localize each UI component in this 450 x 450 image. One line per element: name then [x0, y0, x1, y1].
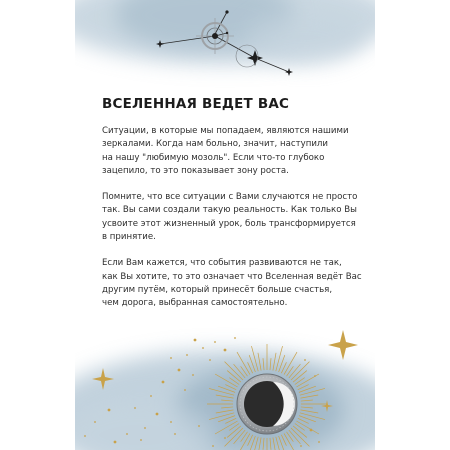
- sparkle-dot: [214, 341, 216, 343]
- sparkle-dot: [134, 407, 136, 409]
- sun-ray: [301, 407, 313, 408]
- sun-ray: [251, 346, 258, 371]
- sun-ray: [300, 410, 318, 413]
- sparkle-dot: [234, 337, 236, 339]
- sun-ray: [258, 437, 261, 450]
- sparkle-dot: [174, 433, 176, 435]
- sun-ray: [216, 395, 234, 398]
- sparkle-dot: [162, 381, 165, 384]
- sun-ray: [273, 437, 276, 450]
- sparkle-dot: [186, 354, 188, 356]
- sparkle-dot: [304, 359, 306, 361]
- paragraph-1: [102, 125, 362, 178]
- paragraph-3: [102, 257, 362, 310]
- paragraph-line: усвоите этот жизненный урок, боль трансформируется: [102, 218, 356, 229]
- sparkle-dot: [300, 445, 302, 447]
- paragraph-line: зеркалами. Когда нам больно, значит, наступили: [102, 139, 328, 150]
- sparkle-dot: [126, 433, 128, 435]
- gold-star-icon: [321, 400, 333, 412]
- moon-sun-icon: [75, 330, 375, 450]
- card-page: [75, 0, 375, 450]
- paragraph-line: Ситуации, в которые мы попадаем, являются нашими: [102, 126, 349, 136]
- sparkle-dot: [198, 425, 200, 427]
- sparkle-dot: [178, 369, 181, 372]
- paragraph-line: на нашу "любимую мозоль". Если что-то глубоко: [102, 152, 325, 163]
- sparkle-dot: [202, 347, 204, 349]
- sun-ray: [221, 407, 233, 408]
- sparkle-dot: [144, 427, 146, 429]
- sparkle-dot: [170, 421, 172, 423]
- sparkle-dot: [94, 421, 96, 423]
- sun-ray: [263, 438, 264, 450]
- sun-ray: [209, 413, 234, 420]
- sparkle-dot: [224, 349, 227, 352]
- gold-star-icon: [328, 330, 358, 360]
- sun-ray: [276, 346, 283, 371]
- paragraph-line: чем дорога, выбранная самостоятельно.: [102, 298, 288, 309]
- paragraph-line: Помните, что все ситуации с Вами случаются не просто: [102, 192, 358, 203]
- sun-ray: [270, 358, 271, 370]
- sun-ray: [279, 436, 285, 450]
- sun-ray: [258, 353, 261, 371]
- sparkle-dot: [184, 389, 186, 391]
- sparkle-dot: [192, 374, 194, 376]
- article-content: [102, 96, 362, 324]
- sun-ray: [300, 388, 325, 395]
- sparkle-dot: [150, 395, 152, 397]
- sparkle-dot: [108, 409, 111, 412]
- sparkle-dot: [209, 359, 211, 361]
- sun-ray: [284, 433, 297, 450]
- sun-ray: [209, 388, 234, 395]
- sparkle-dot: [212, 445, 214, 447]
- paragraph-line: как Вы хотите, то это означает что Вселенная ведёт Вас: [102, 271, 362, 282]
- sun-ray: [301, 400, 313, 401]
- sparkle-dot: [114, 441, 117, 444]
- paragraph-line: другим путём, который принесёт больше счастья,: [102, 284, 333, 295]
- sparkle-dot: [318, 441, 320, 443]
- sun-ray: [300, 413, 325, 420]
- gold-star-icon: [92, 368, 114, 390]
- sparkle-dot: [194, 339, 197, 342]
- paragraph-line: в принятие.: [102, 232, 156, 243]
- sparkle-dot: [84, 435, 86, 437]
- page-title: ВСЕЛЕННАЯ ВЕДЕТ ВАС: [102, 96, 290, 112]
- sparkle-dot: [314, 375, 316, 377]
- ringed-planet-icon: [196, 18, 234, 54]
- sun-ray: [221, 400, 233, 401]
- constellation-icon: [75, 0, 375, 85]
- sparkle-dot: [170, 357, 172, 359]
- paragraph-line: Если Вам кажется, что события развиваются не так,: [102, 258, 342, 269]
- sparkle-dot: [224, 437, 226, 439]
- sun-ray: [270, 438, 271, 450]
- sun-ray: [237, 433, 250, 450]
- paragraph-line: зацепило, то это показывает зону роста.: [102, 165, 289, 176]
- paragraph-line: так. Вы сами создали такую реальность. Как только Вы: [102, 205, 357, 216]
- sparkle-dot: [140, 439, 142, 441]
- sun-ray: [216, 410, 234, 413]
- sun-ray: [263, 358, 264, 370]
- sun-ray: [300, 395, 318, 398]
- paragraph-2: [102, 191, 362, 244]
- sun-ray: [249, 436, 255, 450]
- sparkle-dot: [310, 429, 313, 432]
- sun-ray: [273, 353, 276, 371]
- sparkle-dot: [156, 413, 159, 416]
